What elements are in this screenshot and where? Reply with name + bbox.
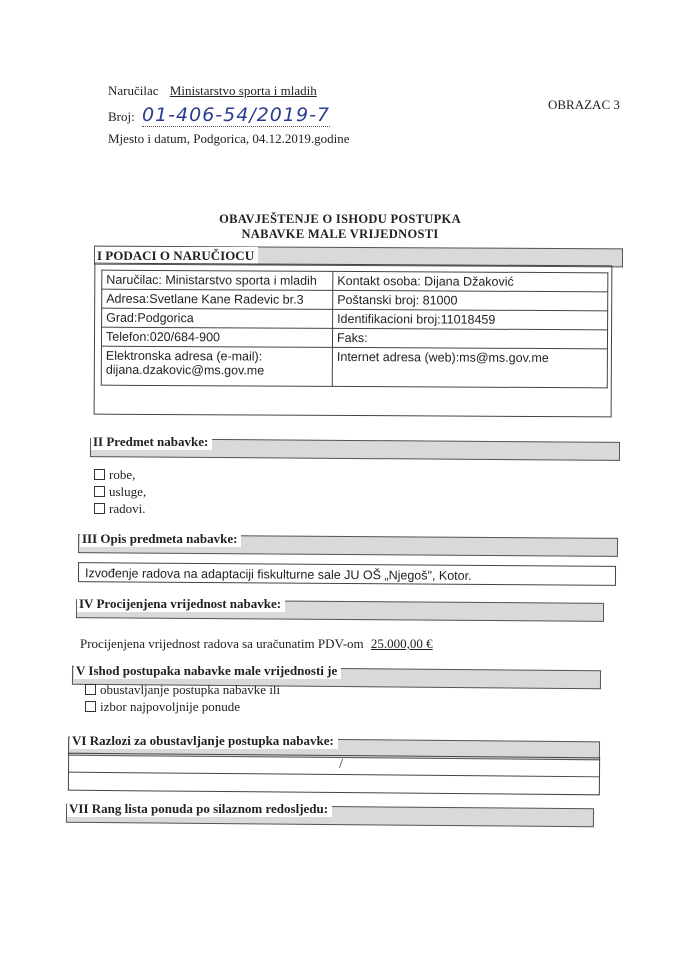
option-robe [94, 466, 146, 483]
razlozi-value: / [339, 757, 344, 773]
obrazac-label: OBRAZAC 3 [548, 97, 620, 112]
narucilac-line [108, 83, 317, 99]
info-cell: Adresa:Svetlane Kane Radevic br.3 [102, 289, 333, 309]
option-label: robe, [109, 467, 136, 482]
option-obustavljanje [85, 681, 280, 698]
section4-label: IV Procijenjena vrijednost nabavke: [77, 595, 285, 612]
info-cell: Identifikacioni broj:11018459 [333, 309, 608, 329]
razlozi-divider [69, 772, 599, 778]
broj-handwritten-value: 01-406-54/2019-7 [141, 104, 331, 126]
web-cell: Internet adresa (web):ms@ms.gov.me [332, 347, 607, 387]
option-usluge [94, 483, 146, 500]
section2-label: II Predmet nabavke: [91, 433, 212, 450]
option-label: usluge, [109, 484, 147, 499]
narucilac-info-table [101, 270, 609, 389]
document-title [180, 212, 500, 242]
option-label: radovi. [109, 501, 146, 516]
option-radovi [94, 500, 146, 517]
checkbox-icon [85, 684, 96, 695]
broj-label: Broj: [108, 109, 135, 124]
info-row-2 [102, 289, 608, 311]
option-izbor [85, 698, 280, 715]
section3-label: III Opis predmeta nabavke: [80, 530, 241, 547]
checkbox-icon [94, 486, 105, 497]
info-cell: Grad:Podgorica [102, 308, 333, 328]
section1-box [94, 263, 613, 418]
email-cell [101, 346, 332, 386]
section6-label: VI Razlozi za obustavljanje postupka nabavke: [70, 732, 338, 749]
procijenjena-line [80, 636, 433, 652]
broj-line [108, 104, 330, 126]
razlozi-box [68, 753, 600, 796]
title-line2: NABAVKE MALE VRIJEDNOSTI [241, 227, 439, 241]
section5-label: V Ishod postupaka nabavke male vrijednosti je [74, 662, 341, 679]
option-label: obustavljanje postupka nabavke ili [100, 682, 281, 697]
procijenjena-text: Procijenjena vrijednost radova sa uračunatim PDV-om [80, 636, 364, 651]
info-row-4 [101, 327, 607, 349]
predmet-options [94, 466, 146, 517]
info-row-5 [101, 346, 607, 388]
mjesto-datum: Mjesto i datum, Podgorica, 04.12.2019.godine [108, 131, 350, 146]
section7-label: VII Rang lista ponuda po silaznom redosljedu: [67, 800, 332, 817]
ishod-options [85, 681, 280, 715]
info-cell: Kontakt osoba: Dijana Džaković [333, 271, 608, 291]
procijenjena-amount: 25.000,00 € [370, 636, 433, 651]
info-cell: Poštanski broj: 81000 [333, 290, 608, 310]
title-line1: OBAVJEŠTENJE O ISHODU POSTUPKA [219, 212, 461, 226]
checkbox-icon [94, 469, 105, 480]
checkbox-icon [85, 701, 96, 712]
info-cell: Telefon:020/684-900 [101, 327, 332, 347]
narucilac-label: Naručilac [108, 83, 159, 98]
info-row-3 [102, 308, 608, 330]
info-cell: Naručilac: Ministarstvo sporta i mladih [102, 270, 333, 290]
info-row-1 [102, 270, 608, 292]
narucilac-value: Ministarstvo sporta i mladih [169, 83, 317, 98]
info-cell: Faks: [332, 328, 607, 348]
opis-box: Izvođenje radova na adaptaciji fiskulturne sale JU OŠ „Njegoš", Kotor. [78, 562, 616, 586]
checkbox-icon [94, 503, 105, 514]
email-value: dijana.dzakovic@ms.gov.me [105, 362, 265, 378]
section1-label: I PODACI O NARUČIOCU [95, 247, 258, 264]
email-label: Elektronska adresa (e-mail): [105, 348, 263, 364]
option-label: izbor najpovoljnije ponude [100, 699, 241, 714]
